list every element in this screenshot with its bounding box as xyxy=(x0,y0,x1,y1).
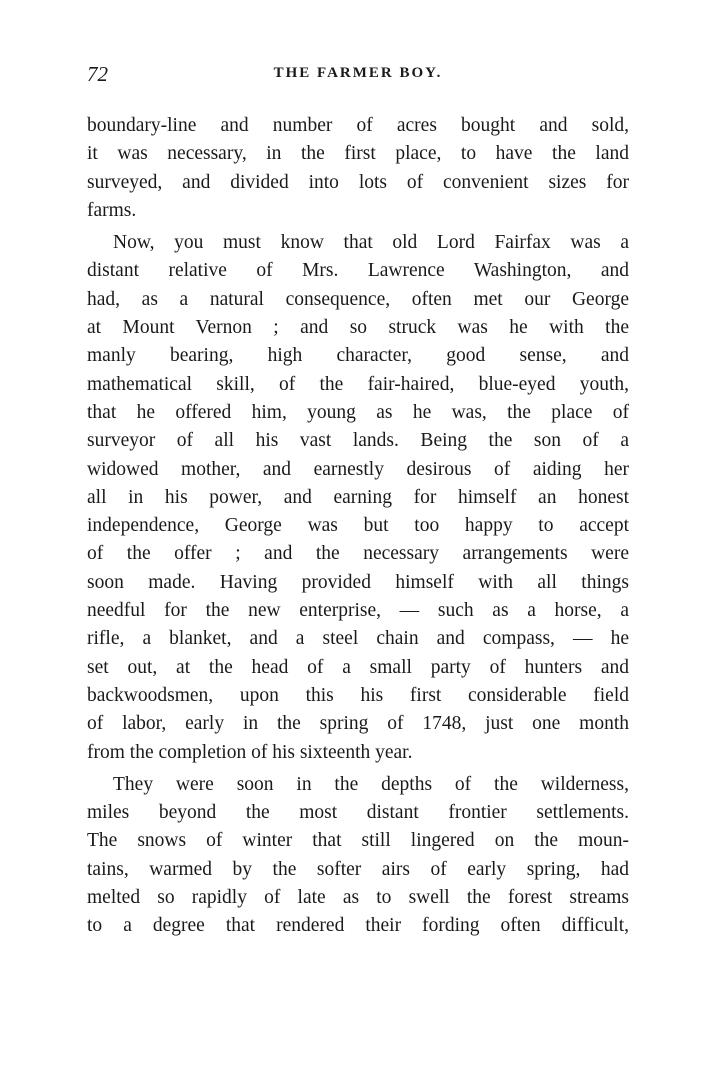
body-text xyxy=(87,112,629,941)
text-line: at Mount Vernon ; and so struck was he with the xyxy=(87,317,629,339)
text-line: surveyor of all his vast lands. Being the son of a xyxy=(87,430,629,452)
text-line: needful for the new enterprise, — such as a horse, a xyxy=(87,600,629,622)
text-line: independence, George was but too happy to accept xyxy=(87,515,629,537)
text-line: distant relative of Mrs. Lawrence Washington, and xyxy=(87,260,629,282)
paragraph xyxy=(87,229,629,767)
text-line: boundary-line and number of acres bought and sold, xyxy=(87,115,629,136)
text-line: soon made. Having provided himself with all things xyxy=(87,571,629,593)
paragraph xyxy=(87,771,629,941)
text-line: from the completion of his sixteenth year. xyxy=(87,741,413,763)
text-line: had, as a natural consequence, often met our George xyxy=(87,288,629,310)
text-line: of the offer ; and the necessary arrangements were xyxy=(87,543,629,565)
text-line: widowed mother, and earnestly desirous of aiding her xyxy=(87,458,629,480)
text-line: that he offered him, young as he was, the place of xyxy=(87,401,629,423)
text-line: it was necessary, in the first place, to have the land xyxy=(87,143,629,165)
text-line: mathematical skill, of the fair-haired, blue-eyed youth, xyxy=(87,373,629,395)
text-line: farms. xyxy=(87,199,137,221)
text-line: surveyed, and divided into lots of convenient sizes for xyxy=(87,171,629,193)
text-line: The snows of winter that still lingered on the moun- xyxy=(87,830,629,852)
text-line: Now, you must know that old Lord Fairfax was a xyxy=(113,232,629,254)
text-line: of labor, early in the spring of 1748, just one month xyxy=(87,713,629,735)
text-line: melted so rapidly of late as to swell the forest streams xyxy=(87,887,629,909)
text-line: set out, at the head of a small party of hunters and xyxy=(87,656,629,678)
text-line: all in his power, and earning for himself an honest xyxy=(87,486,629,508)
page-header xyxy=(87,62,629,92)
text-line: tains, warmed by the softer airs of early spring, had xyxy=(87,858,629,880)
text-line: miles beyond the most distant frontier settlements. xyxy=(87,802,629,824)
running-title: THE FARMER BOY. xyxy=(273,65,443,81)
page-number: 72 xyxy=(87,62,108,86)
text-line: manly bearing, high character, good sense, and xyxy=(87,345,629,367)
text-line: rifle, a blanket, and a steel chain and compass, — he xyxy=(87,628,629,650)
text-line: backwoodsmen, upon this his first considerable field xyxy=(87,684,629,706)
text-line: to a degree that rendered their fording often difficult, xyxy=(87,915,629,937)
text-line: They were soon in the depths of the wilderness, xyxy=(113,773,629,795)
paragraph xyxy=(87,112,629,225)
